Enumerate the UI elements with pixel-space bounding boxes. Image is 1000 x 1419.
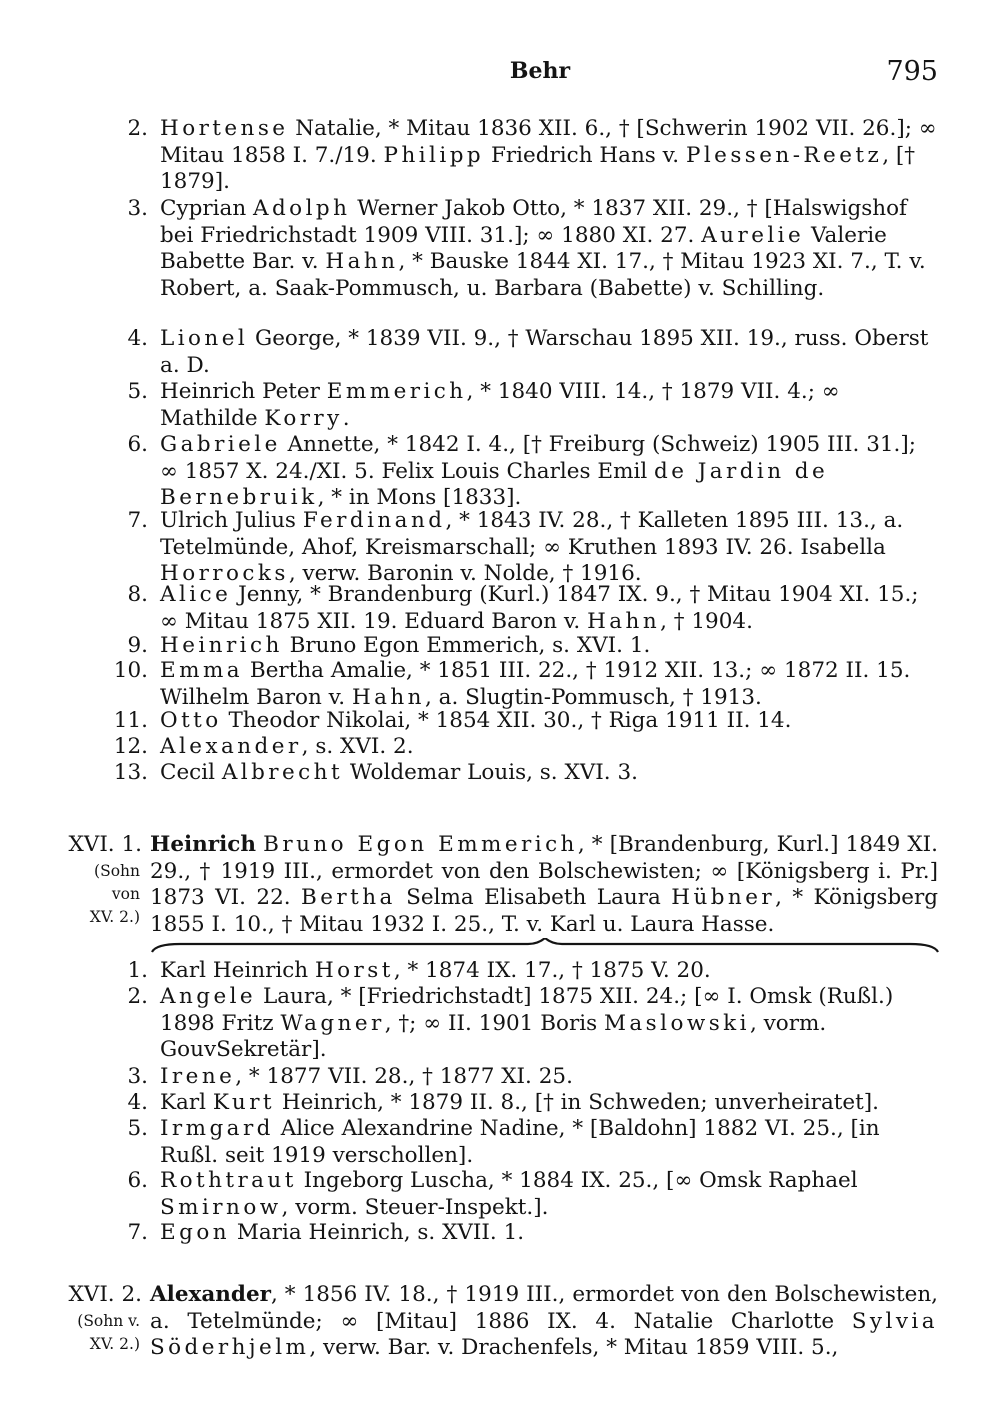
list-item: 5. Heinrich Peter Emmerich, * 1840 VIII. 14., † 1879 VII. 4.; ∞ Mathilde Korry. [127, 379, 840, 431]
list-item: 6. Gabriele Annette, * 1842 I. 4., [† Freiburg (Schweiz) 1905 III. 31.]; ∞ 1857 X. 24./XI. 5. Felix Louis Charles Emil de Jardin de Bernebruik, * in Mons [1833]. [127, 432, 917, 510]
section-id: XVI. 2. [68, 1282, 142, 1307]
list-item: 1. Karl Heinrich Horst, * 1874 IX. 17., † 1875 V. 20. [127, 958, 711, 983]
list-item: 2. Angele Laura, * [Friedrichstadt] 1875 XII. 24.; [∞ I. Omsk (Rußl.) 1898 Fritz Wagner, †; ∞ II. 1901 Boris Maslowski, vorm. GouvSekretär]. [127, 984, 894, 1062]
section-note: XV. 2.) [89, 1335, 140, 1353]
list-item: 3. Cyprian Adolph Werner Jakob Otto, * 1837 XII. 29., † [Halswigshof bei Friedrichstadt 1909 VIII. 31.]; ∞ 1880 XI. 27. Aurelie Valerie Babette Bar. v. Hahn, * Bauske 1844 XI. 17., † Mitau 1923 XI. 7., T. v. Robert, a. Saak-Pommusch, u. Barbara (Babette) v. Schilling. [127, 196, 926, 301]
section-id: XVI. 1. [68, 832, 142, 857]
list-item: 2. Hortense Natalie, * Mitau 1836 XII. 6., † [Schwerin 1902 VII. 26.]; ∞ Mitau 1858 I. 7./19. Philipp Friedrich Hans v. Plessen-Reetz, [† 1879]. [127, 116, 937, 194]
list-item: 11. Otto Theodor Nikolai, * 1854 XII. 30., † Riga 1911 II. 14. [113, 708, 792, 733]
list-item: 9. Heinrich Bruno Egon Emmerich, s. XVI. 1. [127, 633, 651, 658]
list-item: 13. Cecil Albrecht Woldemar Louis, s. XVI. 3. [113, 760, 638, 785]
list-item: 4. Karl Kurt Heinrich, * 1879 II. 8., [† in Schweden; unverheiratet]. [127, 1090, 880, 1115]
section-note: XV. 2.) [89, 908, 140, 926]
section-note: von [111, 885, 140, 903]
section-text: Alexander, * 1856 IV. 18., † 1919 III., ermordet von den Bolschewisten, a. Tetelmünde; ∞ [Mitau] 1886 IX. 4. Natalie Charlotte Sylvia Söderhjelm, verw. Bar. v. Drachenfels, * Mitau 1859 VIII. 5., [150, 1282, 938, 1360]
list-item: 8. Alice Jenny, * Brandenburg (Kurl.) 1847 IX. 9., † Mitau 1904 XI. 15.; ∞ Mitau 1875 XII. 19. Eduard Baron v. Hahn, † 1904. [127, 582, 919, 634]
list-item: 12. Alexander, s. XVI. 2. [113, 734, 414, 759]
running-head: Behr [509, 58, 571, 84]
list-item: 7. Egon Maria Heinrich, s. XVII. 1. [127, 1220, 525, 1245]
section-note: (Sohn v. [77, 1312, 140, 1330]
list-item: 3. Irene, * 1877 VII. 28., † 1877 XI. 25. [127, 1064, 573, 1089]
list-item: 7. Ulrich Julius Ferdinand, * 1843 IV. 28., † Kalleten 1895 III. 13., a. Tetelmünde, Ahof, Kreismarschall; ∞ Kruthen 1893 IV. 26. Isabella Horrocks, verw. Baronin v. Nolde, † 1916. [127, 508, 904, 586]
section-text: Heinrich Bruno Egon Emmerich, * [Brandenburg, Kurl.] 1849 XI. 29., † 1919 III., ermordet von den Bolschewisten; ∞ [Königsberg i. Pr.] 1873 VI. 22. Bertha Selma Elisabeth Laura Hübner, * Königsberg 1855 I. 10., † Mitau 1932 I. 25., T. v. Karl u. Laura Hasse. [150, 832, 938, 937]
list-item: 10. Emma Bertha Amalie, * 1851 III. 22., † 1912 XII. 13.; ∞ 1872 II. 15. Wilhelm Baron v. Hahn, a. Slugtin-Pommusch, † 1913. [113, 658, 911, 710]
section-note: (Sohn [94, 862, 140, 880]
brace-divider [150, 938, 940, 958]
list-item: 5. Irmgard Alice Alexandrine Nadine, * [Baldohn] 1882 VI. 25., [in Rußl. seit 1919 verschollen]. [127, 1116, 880, 1168]
list-item: 6. Rothtraut Ingeborg Luscha, * 1884 IX. 25., [∞ Omsk Raphael Smirnow, vorm. Steuer-Inspekt.]. [127, 1168, 858, 1220]
page-number: 795 [886, 56, 938, 87]
list-item: 4. Lionel George, * 1839 VII. 9., † Warschau 1895 XII. 19., russ. Oberst a. D. [127, 326, 929, 378]
